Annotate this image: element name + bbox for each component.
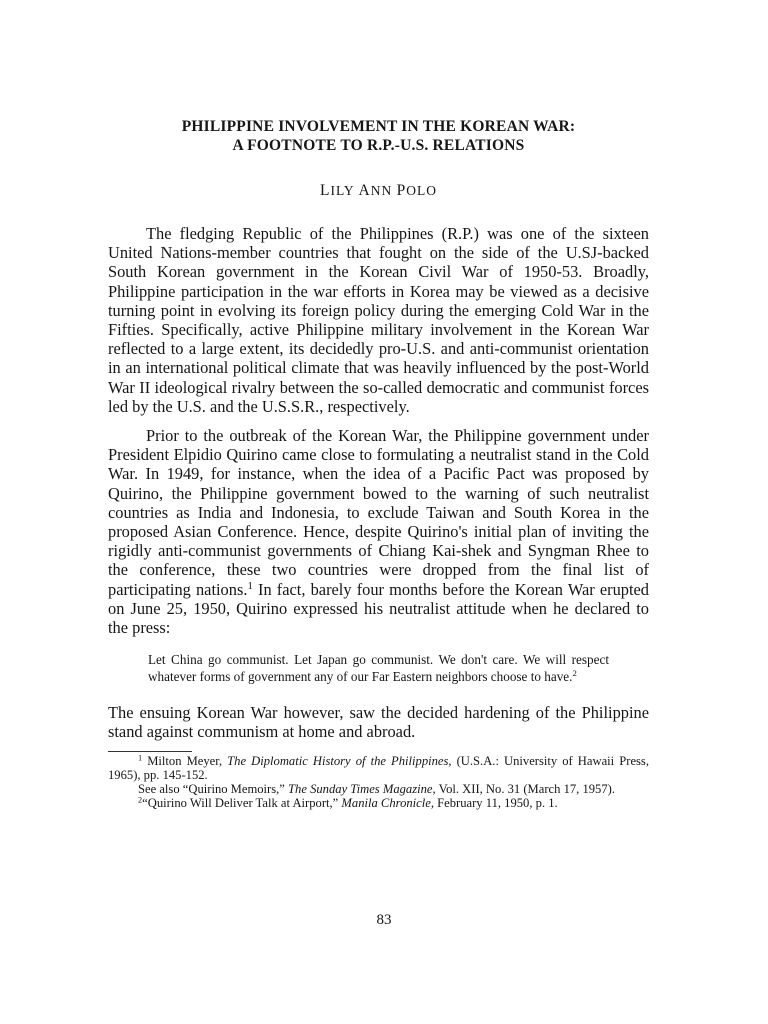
footnote-1-continued: See also “Quirino Memoirs,” The Sunday Times Magazine, Vol. XII, No. 31 (March 17, 1957). <box>138 782 615 797</box>
footnote-1: $^1$ Milton Meyer, The Diplomatic History of the Philippines, (U.S.A.: University of Hawaii Press, 1965), pp. 145-152. <box>108 753 649 782</box>
page-number: 83 <box>376 912 392 928</box>
article-title <box>108 117 649 155</box>
closing-paragraph: The ensuing Korean War however, saw the decided hardening of the Philippine stand against communism at home and abroad. <box>108 703 649 742</box>
article-body <box>108 224 649 637</box>
paragraph-1: The fledging Republic of the Philippines (R.P.) was one of the sixteen United Nations-member countries that fought on the side of the U.SJ-backed South Korean government in the Korean Civil War of 1950-53. Broadly, Philippine participation in the war efforts in Korea may be viewed as a decisive turning point in evolving its foreign policy during the emerging Cold War in the Fifties. Specifically, active Philippine military involvement in the Korean War reflected to a large extent, its decidedly pro-U.S. and anti-communist orientation in an international political climate that was heavily influenced by the post-World War II ideological rivalry between the so-called democratic and communist forces led by the U.S. and the U.S.S.R., respectively. <box>108 224 649 416</box>
article-page <box>108 117 649 810</box>
footnote-ref-2: 2 <box>572 667 577 678</box>
footnotes <box>108 754 649 811</box>
block-quote: Let China go communist. Let Japan go communist. We don't care. We will respect whatever forms of government any of our Far Eastern neighbors choose to have.$^2$ <box>148 652 609 684</box>
footnote-divider <box>108 751 192 752</box>
title-line-1: PHILIPPINE INVOLVEMENT IN THE KOREAN WAR: <box>181 118 576 135</box>
title-line-2: A FOOTNOTE TO R.P.-U.S. RELATIONS <box>232 137 525 154</box>
author-name: LILY ANN POLO <box>320 182 437 199</box>
footnote-2: $^2$“Quirino Will Deliver Talk at Airport,” Manila Chronicle, February 11, 1950, p. 1. <box>138 795 558 811</box>
footnote-ref-1: 1 <box>247 579 253 592</box>
paragraph-2: Prior to the outbreak of the Korean War, the Philippine government under President Elpidio Quirino came close to formulating a neutralist stand in the Cold War. In 1949, for instance, when the idea of a Pacific Pact was proposed by Quirino, the Philippine government bowed to the warning of such neutralist countries as India and Indonesia, to exclude Taiwan and South Korea in the proposed Asian Conference. Hence, despite Quirino's initial plan of inviting the rigidly anti-communist governments of Chiang Kai-shek and Syngman Rhee to the conference, these two countries were dropped from the final list of participating nations.$^1$ In fact, barely four months before the Korean War erupted on June 25, 1950, Quirino expressed his neutralist attitude when he declared to the press: <box>108 426 649 638</box>
